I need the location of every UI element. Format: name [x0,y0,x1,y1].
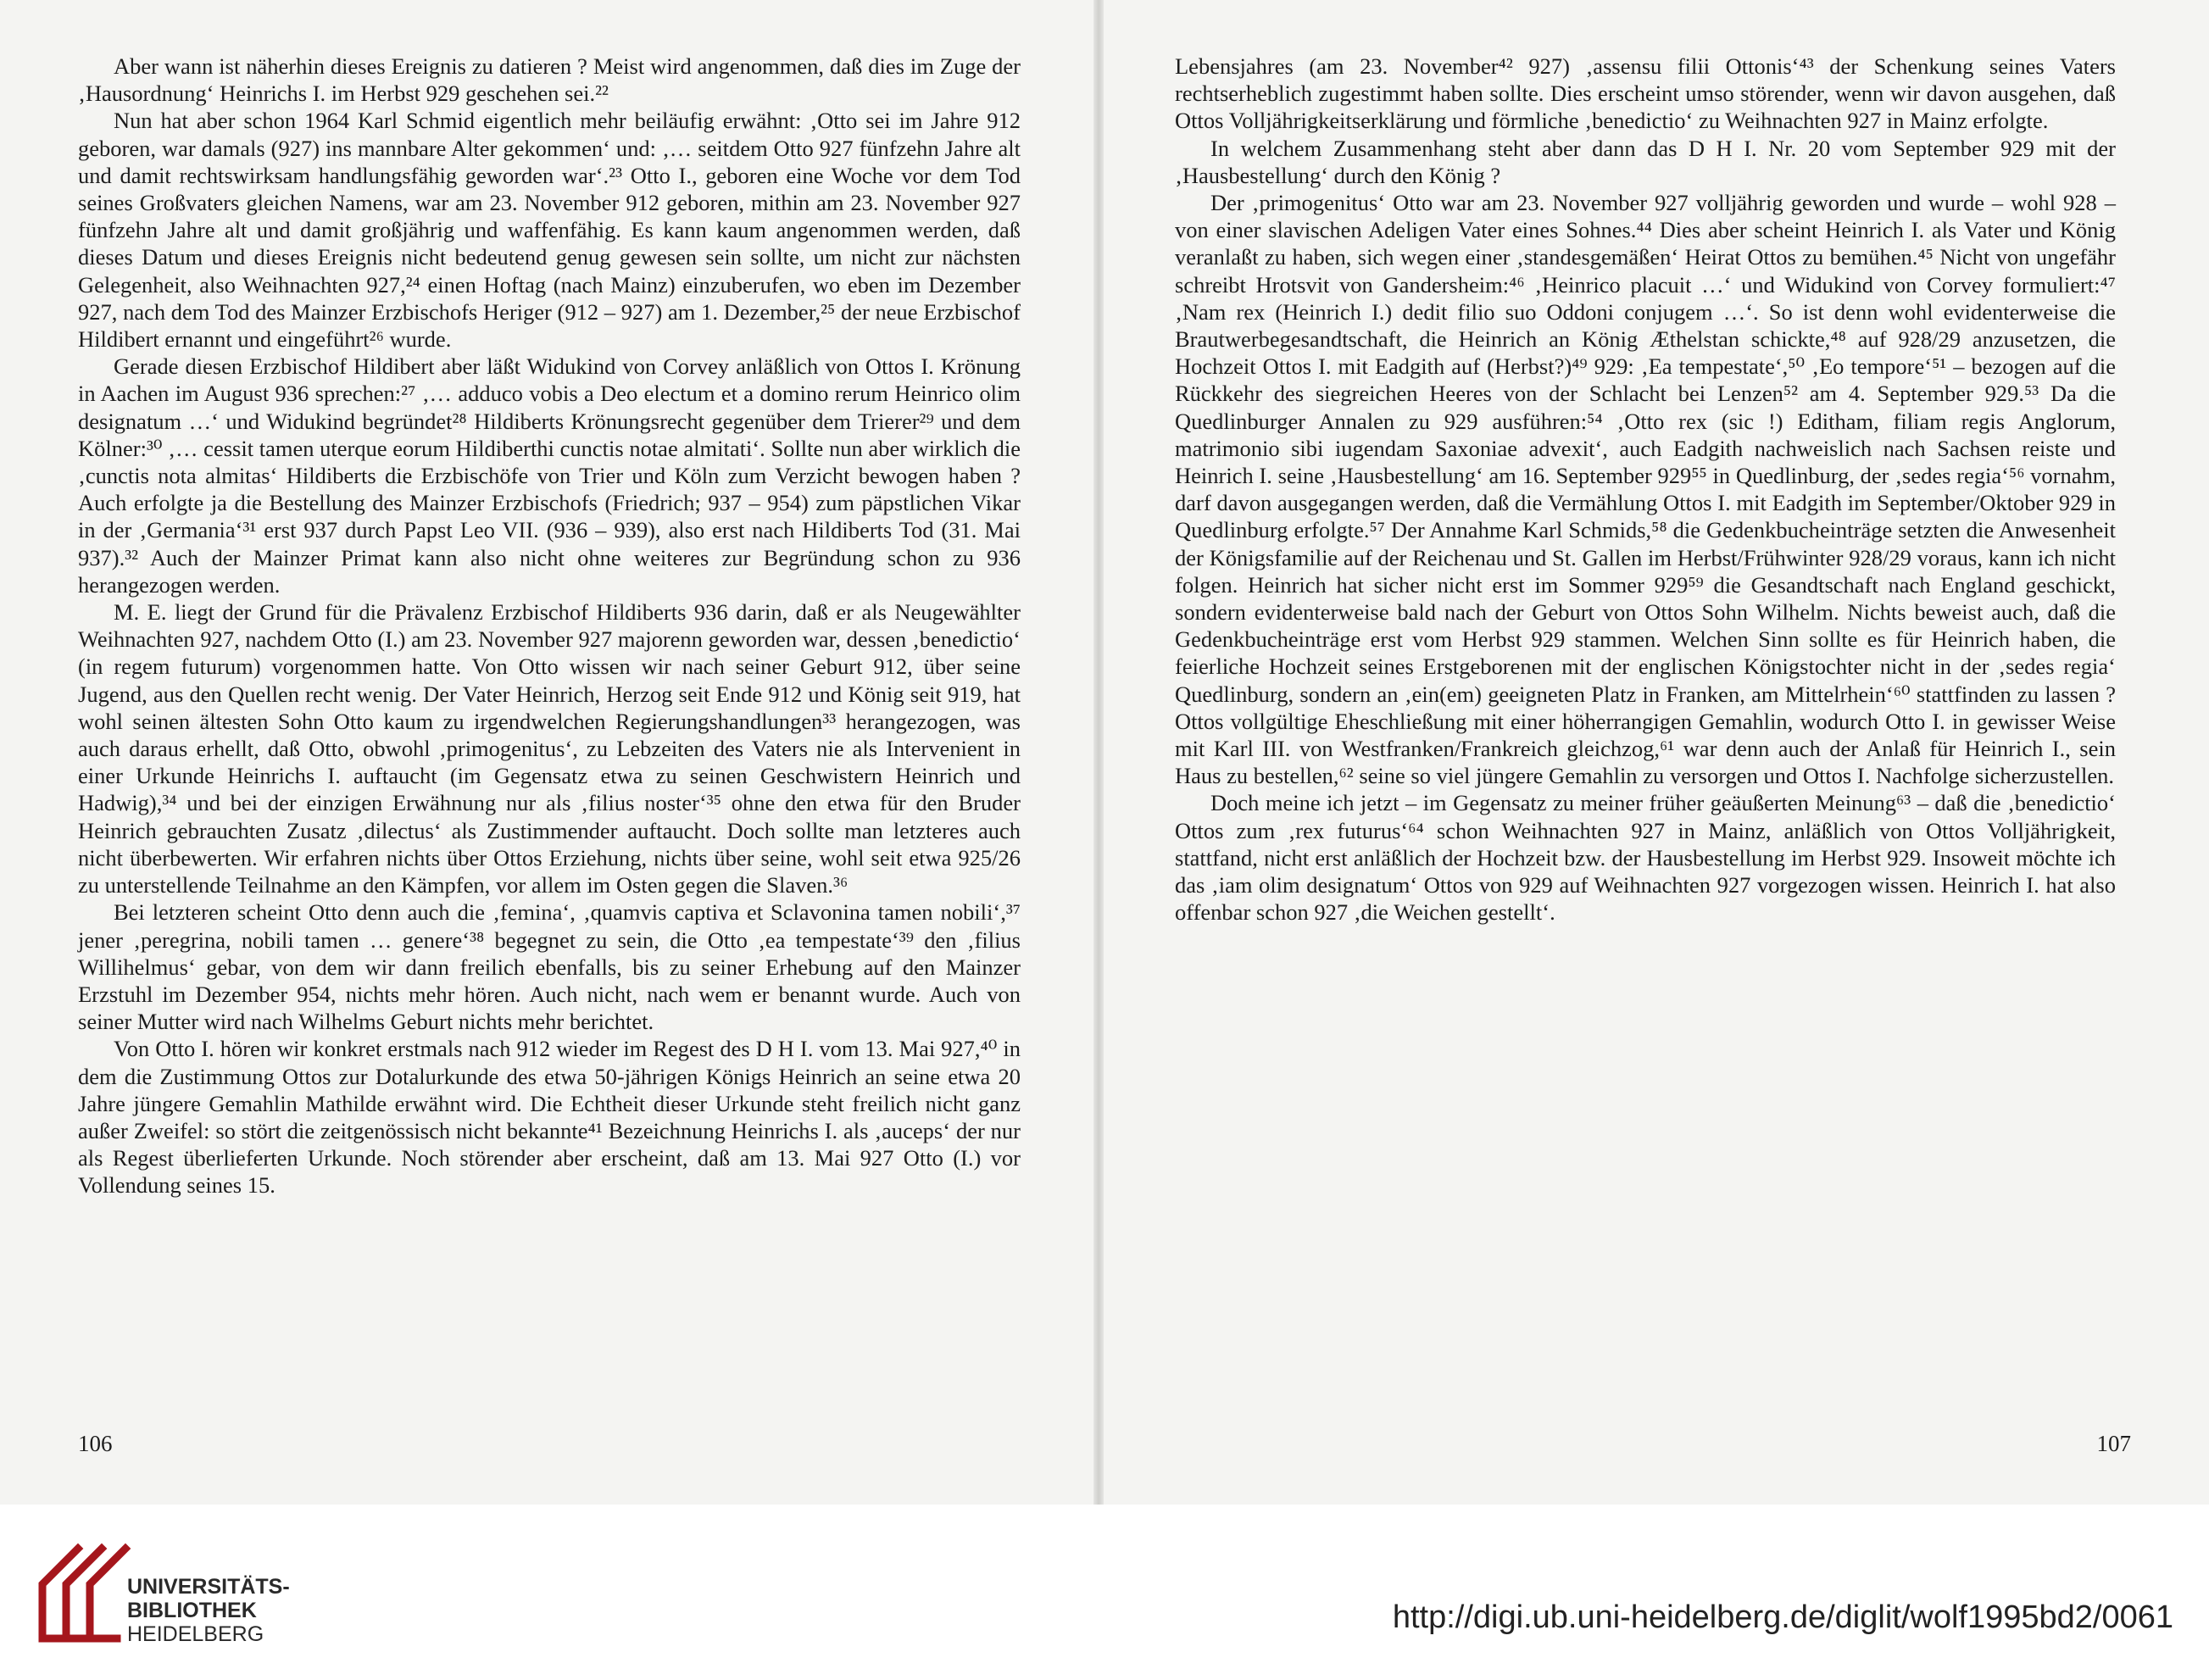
library-footer [0,1505,2209,1680]
left-text-column [78,53,1021,1199]
left-paragraph: Bei letzteren scheint Otto denn auch die ‚femina‘, ‚quamvis captiva et Sclavonina tamen nobili‘,³⁷ jener ‚peregrina, nobili tamen … genere‘³⁸ begegnet zu sein, die Otto ‚ea tempestate‘³⁹ den ‚filius Willihelmus‘ gebar, von dem wir dann freilich ebenfalls, bis zu seiner Erhebung auf den Mainzer Erzstuhl im Dezember 954, nichts mehr hören. Auch nicht, nach wem er benannt wurde. Auch von seiner Mutter wird nach Wilhelms Geburt nichts mehr berichtet. [78,899,1021,1035]
right-paragraph: Doch meine ich jetzt – im Gegensatz zu meiner früher geäußerten Meinung⁶³ – daß die ‚benedictio‘ Ottos zum ‚rex futurus‘⁶⁴ schon Weihnachten 927 in Mainz, anläßlich von Ottos Volljährigkeit, stattfand, nicht erst anläßlich der Hochzeit bzw. der Hausbestellung im Herbst 929. Insoweit möchte ich das ‚iam olim designatum‘ Ottos von 929 auf Weihnachten 927 vorgezogen wissen. Heinrich I. hat also offenbar schon 927 ‚die Weichen gestellt‘. [1175,790,2116,926]
library-name-line1: UNIVERSITÄTS- [127,1575,290,1599]
right-paragraph: In welchem Zusammenhang steht aber dann das D H I. Nr. 20 vom September 929 mit der ‚Hausbestellung‘ durch den König ? [1175,135,2116,188]
right-page [1099,0,2209,1505]
left-paragraph: Nun hat aber schon 1964 Karl Schmid eigentlich mehr beiläufig erwähnt: ‚Otto sei im Jahre 912 geboren, war damals (927) ins mannbare Alter gekommen‘ und: ‚… seitdem Otto 927 fünfzehn Jahre alt und damit rechtswirksam handlungsfähig geworden war‘.²³ Otto I., geboren eine Woche vor dem Tod seines Großvaters gleichen Namens, war am 23. November 912 geboren, mithin am 23. November 927 fünfzehn Jahre alt und damit großjährig und waffenfähig. Es kann kaum angenommen werden, daß dieses Datum und dieses Ereignis nicht bedeutend genug gewesen sein sollte, um nicht zur nächsten Gelegenheit, also Weihnachten 927,²⁴ einen Hoftag (nach Mainz) einzuberufen, wo eben im Dezember 927, nach dem Tod des Mainzer Erzbischofs Heriger (912 – 927) am 1. Dezember,²⁵ der neue Erzbischof Hildibert ernannt und eingeführt²⁶ wurde. [78,108,1021,353]
left-paragraph: Aber wann ist näherhin dieses Ereignis zu datieren ? Meist wird angenommen, daß dies im Zuge der ‚Hausordnung‘ Heinrichs I. im Herbst 929 geschehen sei.²² [78,53,1021,107]
permalink-url[interactable]: http://digi.ub.uni-heidelberg.de/diglit/wolf1995bd2/0061 [1392,1599,2173,1635]
left-paragraph: Gerade diesen Erzbischof Hildibert aber läßt Widukind von Corvey anläßlich von Ottos I. Krönung in Aachen im August 936 sprechen:²⁷ ‚… adduco vobis a Deo electum et a domino rerum Heinrico olim designatum …‘ und Widukind begründet²⁸ Hildiberts Krönungsrecht gegenüber dem Trierer²⁹ und dem Kölner:³⁰ ‚… cessit tamen uterque eorum Hildiberthi cunctis notae almitati‘. Sollte nun aber wirklich die ‚cunctis nota almitas‘ Hildiberts die Erzbischöfe von Trier und Köln zum Verzicht bewogen haben ? Auch erfolgte ja die Bestellung des Mainzer Erzbischofs (Friedrich; 937 – 954) zum päpstlichen Vikar in der ‚Germania‘³¹ erst 937 durch Papst Leo VII. (936 – 939), also erst nach Hildiberts Tod (31. Mai 937).³² Auch der Mainzer Primat kann also nicht ohne weiteres zur Begründung schon zu 936 herangezogen werden. [78,353,1021,598]
left-page-number: 106 [78,1431,113,1456]
right-text-column [1175,53,2116,926]
left-page [0,0,1099,1505]
ub-heidelberg-logo-icon [25,1538,131,1649]
library-name [127,1575,290,1646]
left-paragraph: M. E. liegt der Grund für die Prävalenz Erzbischof Hildiberts 936 darin, daß er als Neugewählter Weihnachten 927, nachdem Otto (I.) am 23. November 927 majorenn geworden war, dessen ‚benedictio‘ (in regem futurum) vorgenommen hatte. Von Otto wissen wir nach seiner Geburt 912, über seine Jugend, aus den Quellen recht wenig. Der Vater Heinrich, Herzog seit Ende 912 und König seit 919, hat wohl seinen ältesten Sohn Otto kaum zu irgendwelchen Regierungshandlungen³³ herangezogen, was auch daraus erhellt, daß Otto, obwohl ‚primogenitus‘, zu Lebzeiten des Vaters nie als Intervenient in einer Urkunde Heinrichs I. auftaucht (im Gegensatz etwa zu seinen Geschwistern Heinrich und Hadwig),³⁴ und bei der einzigen Erwähnung nur als ‚filius noster‘³⁵ ohne den etwa für den Bruder Heinrich gebrauchten Zusatz ‚dilectus‘ als Zustimmender auftaucht. Doch sollte man letzteres auch nicht überbewerten. Wir erfahren nichts über Ottos Erziehung, nichts über seine, wohl seit etwa 925/26 zu unterstellende Teilnahme an den Kämpfen, vor allem im Osten gegen die Slaven.³⁶ [78,599,1021,898]
left-paragraph: Von Otto I. hören wir konkret erstmals nach 912 wieder im Regest des D H I. vom 13. Mai 927,⁴⁰ in dem die Zustimmung Ottos zur Dotalurkunde des etwa 50-jährigen Königs Heinrich an seine etwa 20 Jahre jüngere Gemahlin Mathilde erwähnt wird. Die Echtheit dieser Urkunde steht freilich nicht ganz außer Zweifel: so stört die zeitgenössisch nicht bekannte⁴¹ Bezeichnung Heinrichs I. als ‚auceps‘ der nur als Regest überlieferten Urkunde. Noch störender aber erscheint, daß am 13. Mai 927 Otto (I.) vor Vollendung seines 15. [78,1036,1021,1199]
right-page-number: 107 [2096,1431,2131,1456]
library-name-line3: HEIDELBERG [127,1622,264,1646]
right-paragraph: Der ‚primogenitus‘ Otto war am 23. November 927 volljährig geworden und wurde – wohl 928 – von einer slavischen Adeligen Vater eines Sohnes.⁴⁴ Dies aber scheint Heinrich I. als Vater und König veranlaßt zu haben, sich wegen einer ‚standesgemäßen‘ Heirat Ottos zu bemühen.⁴⁵ Nicht von ungefähr schreibt Hrotsvit von Gandersheim:⁴⁶ ‚Heinrico placuit …‘ und Widukind von Corvey formuliert:⁴⁷ ‚Nam rex (Heinrich I.) dedit filio suo Oddoni conjugem …‘. So ist denn wohl evidenterweise die Brautwerbegesandtschaft, die Heinrich an König Æthelstan schickte,⁴⁸ auf 928/29 anzusetzen, die Hochzeit Ottos I. mit Eadgith auf (Herbst?)⁴⁹ 929: ‚Ea tempestate‘,⁵⁰ ‚Eo tempore‘⁵¹ – bezogen auf die Rückkehr des siegreichen Heeres von der Schlacht bei Lenzen⁵² am 4. September 929.⁵³ Da die Quedlinburger Annalen zu 929 ausführen:⁵⁴ ‚Otto rex (sic !) Editham, filiam regis Anglorum, matrimonio sibi iugendam Saxoniae advexit‘, auch Eadgith nachweislich nach Sachsen reiste und Heinrich I. seine ‚Hausbestellung‘ am 16. September 929⁵⁵ in Quedlinburg, der ‚sedes regia‘⁵⁶ vornahm, darf davon ausgegangen werden, daß die Vermählung Ottos I. mit Eadgith im September/Oktober 929 in Quedlinburg erfolgte.⁵⁷ Der Annahme Karl Schmids,⁵⁸ die Gedenkbucheinträge setzten die Anwesenheit der Königsfamilie auf der Reichenau und St. Gallen im Herbst/Frühwinter 928/29 voraus, kann ich nicht folgen. Heinrich hat sicher nicht erst im Sommer 929⁵⁹ die Gesandtschaft nach England geschickt, sondern evidenterweise bald nach der Geburt von Ottos Sohn Wilhelm. Nichts beweist auch, daß die Gedenkbucheinträge erst vom Herbst 929 stammen. Welchen Sinn sollte es für Heinrich haben, die feierliche Hochzeit seines Erstgeborenen mit der englischen Königstochter nicht in der ‚sedes regia‘ Quedlinburg, sondern an ‚ein(em) geeigneten Platz in Franken, am Mittelrhein‘⁶⁰ stattfinden zu lassen ? Ottos vollgültige Eheschließung mit einer höherrangigen Gemahlin, wodurch Otto I. in gewisser Weise mit Karl III. von Westfranken/Frankreich gleichzog,⁶¹ war denn auch der Anlaß für Heinrich I., sein Haus zu bestellen,⁶² seine so viel jüngere Gemahlin zu versorgen und Ottos I. Nachfolge sicherzustellen. [1175,190,2116,789]
right-paragraph: Lebensjahres (am 23. November⁴² 927) ‚assensu filii Ottonis‘⁴³ der Schenkung seines Vaters rechtserheblich zugestimmt haben sollte. Dies erscheint umso störender, wenn wir davon ausgehen, daß Ottos Volljährigkeitserklärung und förmliche ‚benedictio‘ zu Weihnachten 927 in Mainz erfolgte. [1175,53,2116,134]
library-name-line2: BIBLIOTHEK [127,1599,257,1622]
